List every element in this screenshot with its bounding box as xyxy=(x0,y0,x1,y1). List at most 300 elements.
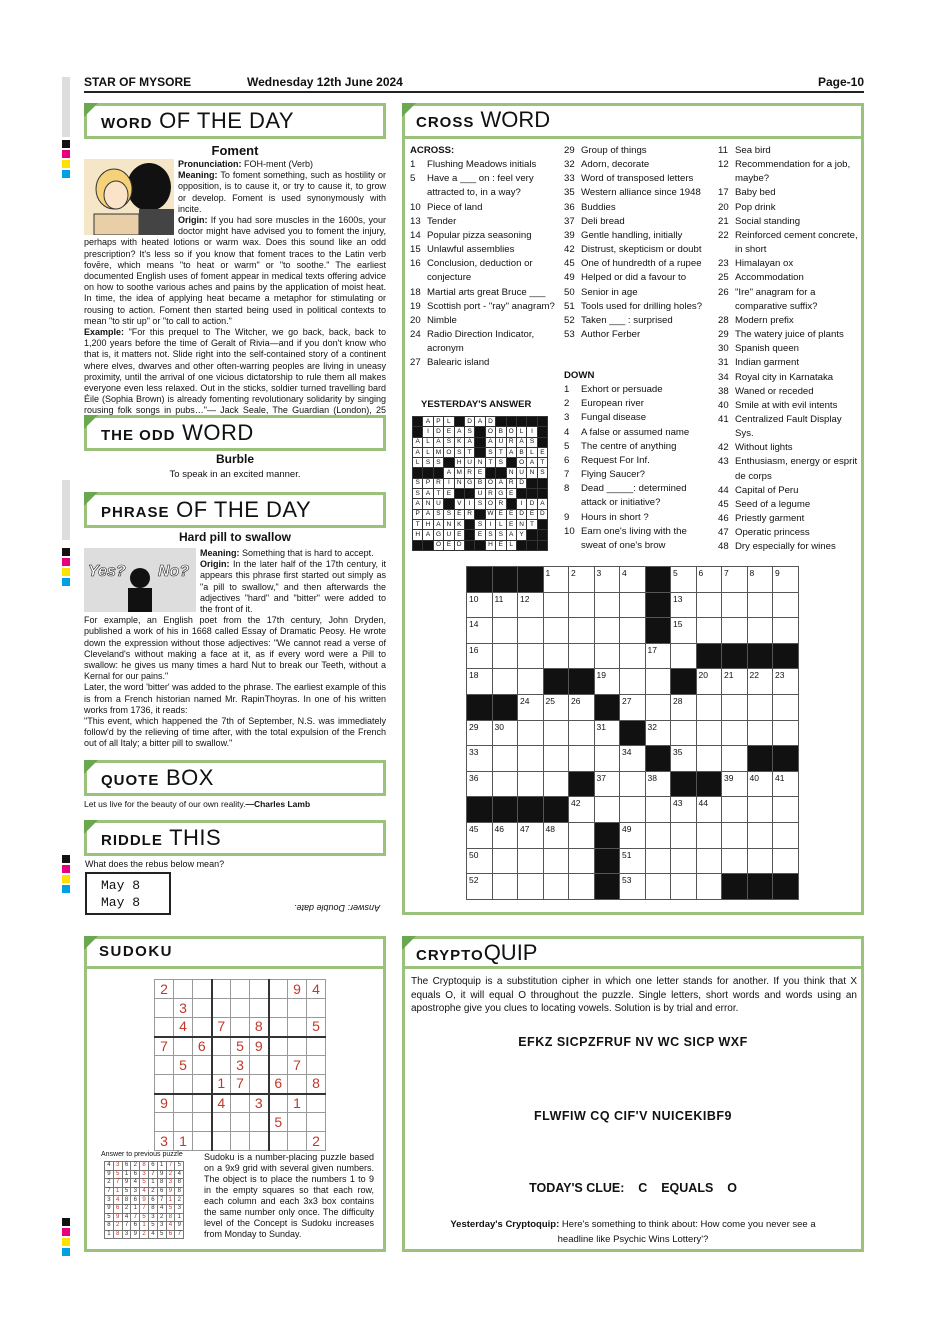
sudoku-cell[interactable]: 6 xyxy=(193,1037,212,1056)
crossword-cell[interactable] xyxy=(773,694,799,720)
answer-cell: I xyxy=(464,499,474,509)
crossword-cell[interactable] xyxy=(773,592,799,618)
crossword-cell[interactable] xyxy=(696,592,722,618)
answer-cell: T xyxy=(485,458,495,468)
previous-sudoku-title: Answer to previous puzzle xyxy=(101,1151,183,1158)
sudoku-cell[interactable]: 5 xyxy=(231,1037,250,1056)
black-square xyxy=(537,489,547,499)
crossword-cell[interactable]: 10 xyxy=(467,592,493,618)
previous-sudoku-cell: 1 xyxy=(105,1230,114,1239)
black-square xyxy=(620,720,646,746)
crossword-cell[interactable]: 33 xyxy=(467,746,493,772)
sudoku-grid xyxy=(154,979,326,1151)
crossword-cell[interactable]: 41 xyxy=(773,771,799,797)
crossword-cell[interactable]: 27 xyxy=(620,694,646,720)
answer-cell: U xyxy=(464,458,474,468)
sudoku-cell[interactable]: 4 xyxy=(212,1094,231,1113)
sudoku-cell[interactable] xyxy=(250,1075,269,1094)
sudoku-cell[interactable]: 3 xyxy=(174,999,193,1018)
previous-sudoku-cell: 2 xyxy=(105,1179,114,1188)
answer-cell: L xyxy=(496,519,506,529)
answer-cell: A xyxy=(423,530,433,540)
cryptoquip-line2: FLWFIW CQ CIF'V NUICEKIBF9 xyxy=(534,1109,732,1123)
crossword-cell[interactable] xyxy=(747,848,773,874)
clue-item: 7 Flying Saucer? xyxy=(564,469,645,481)
black-square xyxy=(722,643,748,669)
crossword-cell[interactable]: 49 xyxy=(620,822,646,848)
sudoku-cell[interactable]: 6 xyxy=(269,1075,288,1094)
answer-cell: S xyxy=(485,530,495,540)
registration-mark xyxy=(62,140,70,148)
crossword-cell[interactable] xyxy=(696,694,722,720)
sudoku-cell[interactable]: 7 xyxy=(231,1075,250,1094)
crossword-cell[interactable]: 43 xyxy=(671,797,697,823)
sudoku-cell[interactable] xyxy=(269,1132,288,1151)
crossword-cell[interactable] xyxy=(543,848,569,874)
clue-item: 5 Have a ___ on : feel very attracted to, in a way? xyxy=(410,173,534,199)
previous-sudoku-cell: 2 xyxy=(113,1222,122,1231)
sudoku-cell[interactable] xyxy=(250,980,269,999)
sudoku-cell[interactable] xyxy=(212,980,231,999)
sudoku-cell[interactable] xyxy=(212,1056,231,1075)
crossword-cell[interactable]: 44 xyxy=(696,797,722,823)
sudoku-cell[interactable]: 1 xyxy=(288,1094,307,1113)
sudoku-cell[interactable] xyxy=(174,1037,193,1056)
answer-cell: A xyxy=(423,509,433,519)
crossword-cell[interactable]: 19 xyxy=(594,669,620,695)
crossword-cell[interactable]: 23 xyxy=(773,669,799,695)
crossword-cell[interactable] xyxy=(645,694,671,720)
answer-cell: S xyxy=(444,509,454,519)
crossword-cell[interactable]: 11 xyxy=(492,592,518,618)
black-square xyxy=(543,797,569,823)
crossword-cell[interactable] xyxy=(747,822,773,848)
sudoku-cell[interactable] xyxy=(250,1056,269,1075)
crossword-cell[interactable] xyxy=(620,618,646,644)
crossword-cell[interactable] xyxy=(696,618,722,644)
sudoku-cell[interactable] xyxy=(307,1037,326,1056)
answer-cell: Y xyxy=(516,530,526,540)
crossword-cell[interactable] xyxy=(543,874,569,900)
crossword-cell[interactable]: 30 xyxy=(492,720,518,746)
crossword-cell[interactable]: 29 xyxy=(467,720,493,746)
crossword-cell[interactable] xyxy=(620,592,646,618)
sudoku-cell[interactable] xyxy=(269,1018,288,1037)
clue-item: 53 Author Ferber xyxy=(564,329,641,341)
black-square xyxy=(671,669,697,695)
crossword-cell[interactable]: 42 xyxy=(569,797,595,823)
sudoku-cell[interactable]: 1 xyxy=(174,1132,193,1151)
crossword-cell[interactable]: 15 xyxy=(671,618,697,644)
sudoku-cell[interactable] xyxy=(269,1056,288,1075)
sudoku-cell[interactable] xyxy=(231,980,250,999)
sudoku-cell[interactable] xyxy=(155,1018,174,1037)
crossword-cell[interactable]: 12 xyxy=(518,592,544,618)
sudoku-cell[interactable]: 3 xyxy=(250,1094,269,1113)
previous-sudoku-cell: 8 xyxy=(113,1230,122,1239)
sudoku-cell[interactable] xyxy=(212,1113,231,1132)
crossword-cell[interactable]: 32 xyxy=(645,720,671,746)
answer-cell: A xyxy=(527,458,537,468)
crossword-cell[interactable] xyxy=(722,720,748,746)
sudoku-cell[interactable] xyxy=(307,1094,326,1113)
crossword-cell[interactable]: 1 xyxy=(543,567,569,593)
black-square xyxy=(569,669,595,695)
crossword-cell[interactable]: 47 xyxy=(518,822,544,848)
crossword-cell[interactable] xyxy=(569,746,595,772)
word-of-day-body: Pronunciation: FOH-ment (Verb) Meaning: To foment something, such as hostility or opposition, is to cause it, or try to cause it, to grow or develop. Foment is used synonymously with incite. Origin: If you had sore muscles in the 1600s, your doctor might have advised you to foment the injury, perhaps with heated lotions or warm wax. Does this sound like an odd prescription? It's less so if you know that foment traces to the Latin verb fovēre, which means "to heat or warm" or "to soothe." The earliest documented English uses of foment appear in medical texts offering advice on how to soothe various aches and pains by the application of moist heat. In time, the idea of applying heat became a metaphor for stimulating or rousing to action. Foment then started being used in political contexts to mean "to stir up" or "to call to action." Example: "For this prequel to The Witcher, we go back, back, back to 1,200 years before the time of Geralt of Rivia—and if you don't know who that is, it matters not. Slide right into the self-contained story of a continent where elves, dwarves and other often-warring peoples are living in uneasy proximity, until the arrival of one vicious dictatorship to rule them all makes everyone even less relaxed. Out in the sticks, soldier turned travelling bard Éile (Sophia Brown) is already fomenting revolutionary solidarity by singing rousing folk songs in pubs…"— Jack Seale, The Guardian (London), 25 xyxy=(84,159,387,416)
sudoku-cell[interactable]: 5 xyxy=(174,1056,193,1075)
crossword-cell[interactable] xyxy=(518,771,544,797)
crossword-cell[interactable]: 53 xyxy=(620,874,646,900)
answer-cell: E xyxy=(444,427,454,437)
crossword-cell[interactable] xyxy=(671,643,697,669)
sudoku-cell[interactable]: 3 xyxy=(155,1132,174,1151)
sudoku-cell[interactable] xyxy=(269,999,288,1018)
sudoku-cell[interactable] xyxy=(288,1018,307,1037)
previous-sudoku-cell: 3 xyxy=(148,1213,157,1222)
sudoku-cell[interactable] xyxy=(193,1132,212,1151)
sudoku-cell[interactable] xyxy=(231,999,250,1018)
sudoku-cell[interactable] xyxy=(269,1094,288,1113)
crossword-cell[interactable] xyxy=(594,592,620,618)
crossword-cell[interactable]: 25 xyxy=(543,694,569,720)
sudoku-cell[interactable]: 7 xyxy=(288,1056,307,1075)
crossword-cell[interactable] xyxy=(722,797,748,823)
crossword-cell[interactable] xyxy=(671,822,697,848)
crossword-cell[interactable] xyxy=(722,822,748,848)
answer-cell: D xyxy=(527,499,537,509)
crossword-cell[interactable]: 39 xyxy=(722,771,748,797)
black-square xyxy=(423,540,433,550)
answer-cell: N xyxy=(506,468,516,478)
previous-sudoku-cell: 6 xyxy=(131,1196,140,1205)
previous-sudoku-cell: 4 xyxy=(157,1204,166,1213)
clue-item: 41 Centralized Fault Display Sys. xyxy=(718,413,842,440)
crossword-cell[interactable] xyxy=(773,720,799,746)
crossword-cell[interactable]: 4 xyxy=(620,567,646,593)
crossword-cell[interactable] xyxy=(645,822,671,848)
crossword-cell[interactable] xyxy=(569,822,595,848)
sudoku-cell[interactable] xyxy=(212,1037,231,1056)
black-square xyxy=(594,822,620,848)
crossword-cell[interactable] xyxy=(773,797,799,823)
answer-cell: I xyxy=(527,427,537,437)
cryptoquip-clue: TODAY'S CLUE: C EQUALS O xyxy=(529,1181,737,1195)
crossword-cell[interactable] xyxy=(492,618,518,644)
crossword-cell[interactable]: 8 xyxy=(747,567,773,593)
sudoku-cell[interactable]: 8 xyxy=(250,1018,269,1037)
crossword-cell[interactable]: 26 xyxy=(569,694,595,720)
crossword-cell[interactable]: 3 xyxy=(594,567,620,593)
sudoku-cell[interactable]: 1 xyxy=(212,1075,231,1094)
crossword-cell[interactable] xyxy=(518,618,544,644)
crossword-cell[interactable] xyxy=(518,643,544,669)
sudoku-cell[interactable]: 4 xyxy=(174,1018,193,1037)
sudoku-cell[interactable] xyxy=(250,1113,269,1132)
crossword-cell[interactable] xyxy=(518,720,544,746)
sudoku-cell[interactable] xyxy=(288,1075,307,1094)
sudoku-cell[interactable] xyxy=(193,1094,212,1113)
sudoku-cell[interactable] xyxy=(307,1113,326,1132)
sudoku-cell[interactable]: 2 xyxy=(307,1132,326,1151)
sudoku-cell[interactable] xyxy=(288,1113,307,1132)
word-of-day-title: Foment xyxy=(211,143,259,158)
sudoku-cell[interactable] xyxy=(231,1132,250,1151)
sudoku-cell[interactable] xyxy=(193,1056,212,1075)
crossword-cell[interactable] xyxy=(492,643,518,669)
sudoku-cell[interactable]: 7 xyxy=(212,1018,231,1037)
crossword-cell[interactable] xyxy=(518,746,544,772)
crossword-cell[interactable] xyxy=(492,874,518,900)
black-square xyxy=(527,530,537,540)
crossword-cell[interactable] xyxy=(543,643,569,669)
answer-cell: U xyxy=(433,499,443,509)
black-square xyxy=(492,567,518,593)
answer-cell: U xyxy=(516,468,526,478)
crossword-cell[interactable]: 17 xyxy=(645,643,671,669)
answer-cell: O xyxy=(485,427,495,437)
crossword-cell[interactable] xyxy=(569,720,595,746)
answer-cell: O xyxy=(485,478,495,488)
crossword-cell[interactable] xyxy=(492,848,518,874)
sudoku-cell[interactable] xyxy=(288,1132,307,1151)
answer-cell: N xyxy=(454,478,464,488)
crossword-cell[interactable] xyxy=(620,797,646,823)
sudoku-cell[interactable] xyxy=(269,980,288,999)
sudoku-cell[interactable]: 4 xyxy=(307,980,326,999)
crossword-cell[interactable] xyxy=(645,848,671,874)
crossword-cell[interactable] xyxy=(543,771,569,797)
black-square xyxy=(444,458,454,468)
sudoku-cell[interactable] xyxy=(174,980,193,999)
crossword-cell[interactable] xyxy=(594,746,620,772)
crossword-cell[interactable]: 35 xyxy=(671,746,697,772)
crossword-cell[interactable] xyxy=(696,848,722,874)
crossword-cell[interactable]: 34 xyxy=(620,746,646,772)
crossword-cell[interactable] xyxy=(696,720,722,746)
crossword-cell[interactable]: 37 xyxy=(594,771,620,797)
previous-sudoku-cell: 6 xyxy=(131,1170,140,1179)
black-square xyxy=(527,478,537,488)
sudoku-cell[interactable] xyxy=(250,1132,269,1151)
registration-mark xyxy=(62,548,70,556)
crossword-cell[interactable] xyxy=(645,669,671,695)
crossword-cell[interactable] xyxy=(747,694,773,720)
crossword-cell[interactable]: 20 xyxy=(696,669,722,695)
crossword-cell[interactable]: 45 xyxy=(467,822,493,848)
black-square xyxy=(696,643,722,669)
crossword-cell[interactable] xyxy=(722,848,748,874)
sudoku-cell[interactable]: 7 xyxy=(155,1037,174,1056)
sudoku-cell[interactable]: 5 xyxy=(307,1018,326,1037)
crossword-cell[interactable] xyxy=(594,797,620,823)
crossword-cell[interactable]: 52 xyxy=(467,874,493,900)
crossword-cell[interactable]: 48 xyxy=(543,822,569,848)
sudoku-cell[interactable] xyxy=(193,1113,212,1132)
sudoku-cell[interactable]: 8 xyxy=(307,1075,326,1094)
previous-sudoku-cell: 1 xyxy=(157,1162,166,1171)
black-square xyxy=(747,874,773,900)
crossword-cell[interactable]: 18 xyxy=(467,669,493,695)
crossword-cell[interactable] xyxy=(543,746,569,772)
sudoku-cell[interactable] xyxy=(307,1056,326,1075)
sudoku-cell[interactable] xyxy=(193,1018,212,1037)
crossword-cell[interactable] xyxy=(543,720,569,746)
black-square xyxy=(518,797,544,823)
crossword-cell[interactable] xyxy=(671,720,697,746)
sudoku-cell[interactable] xyxy=(269,1037,288,1056)
sudoku-cell[interactable] xyxy=(231,1094,250,1113)
crossword-cell[interactable]: 21 xyxy=(722,669,748,695)
sudoku-cell[interactable] xyxy=(231,1018,250,1037)
sudoku-cell[interactable] xyxy=(288,999,307,1018)
crossword-cell[interactable] xyxy=(543,592,569,618)
black-square xyxy=(464,489,474,499)
answer-cell: S xyxy=(454,447,464,457)
clue-item: 42 Distrust, skepticism or doubt xyxy=(564,244,702,256)
clue-heading: DOWN xyxy=(564,370,595,381)
previous-sudoku-cell: 1 xyxy=(113,1187,122,1196)
previous-sudoku-cell: 3 xyxy=(140,1170,149,1179)
crossword-cell[interactable]: 50 xyxy=(467,848,493,874)
previous-sudoku-cell: 6 xyxy=(122,1162,131,1171)
crossword-cell[interactable]: 24 xyxy=(518,694,544,720)
sudoku-cell[interactable] xyxy=(155,1075,174,1094)
crossword-cell[interactable] xyxy=(620,643,646,669)
clue-item: 3 Fungal disease xyxy=(564,412,647,424)
sudoku-cell[interactable] xyxy=(231,1113,250,1132)
crossword-cell[interactable]: 36 xyxy=(467,771,493,797)
sudoku-cell[interactable] xyxy=(174,1094,193,1113)
crossword-cell[interactable] xyxy=(722,694,748,720)
sudoku-cell[interactable] xyxy=(212,1132,231,1151)
sudoku-cell[interactable]: 3 xyxy=(231,1056,250,1075)
black-square xyxy=(475,540,485,550)
crossword-cell[interactable] xyxy=(569,592,595,618)
crossword-cell[interactable] xyxy=(645,874,671,900)
answer-cell: E xyxy=(496,509,506,519)
crossword-cell[interactable]: 38 xyxy=(645,771,671,797)
sudoku-cell[interactable] xyxy=(193,999,212,1018)
registration-mark xyxy=(62,1248,70,1256)
crossword-cell[interactable] xyxy=(569,618,595,644)
crossword-cell[interactable] xyxy=(569,874,595,900)
crossword-cell[interactable] xyxy=(747,720,773,746)
crossword-cell[interactable]: 46 xyxy=(492,822,518,848)
crossword-cell[interactable] xyxy=(569,848,595,874)
crossword-cell[interactable]: 6 xyxy=(696,567,722,593)
crossword-cell[interactable] xyxy=(696,822,722,848)
sudoku-cell[interactable] xyxy=(250,999,269,1018)
crossword-cell[interactable] xyxy=(773,848,799,874)
crossword-cell[interactable] xyxy=(671,848,697,874)
crossword-cell[interactable]: 2 xyxy=(569,567,595,593)
crossword-cell[interactable]: 51 xyxy=(620,848,646,874)
crossword-cell[interactable] xyxy=(594,618,620,644)
crossword-cell[interactable]: 13 xyxy=(671,592,697,618)
sudoku-cell[interactable] xyxy=(155,999,174,1018)
clue-item: 12 Recommendation for a job, maybe? xyxy=(718,159,851,185)
crossword-cell[interactable] xyxy=(773,822,799,848)
sudoku-cell[interactable] xyxy=(307,999,326,1018)
black-square xyxy=(671,771,697,797)
sudoku-cell[interactable] xyxy=(288,1037,307,1056)
answer-cell: U xyxy=(475,489,485,499)
crossword-cell[interactable] xyxy=(569,643,595,669)
crossword-cell[interactable] xyxy=(696,746,722,772)
crossword-cell[interactable] xyxy=(747,618,773,644)
crossword-cell[interactable]: 28 xyxy=(671,694,697,720)
crossword-cell[interactable] xyxy=(722,746,748,772)
previous-sudoku-cell: 5 xyxy=(166,1204,175,1213)
sudoku-cell[interactable] xyxy=(193,980,212,999)
sudoku-cell[interactable]: 5 xyxy=(269,1113,288,1132)
registration-mark xyxy=(62,170,70,178)
answer-cell: M xyxy=(433,447,443,457)
crossword-cell[interactable]: 14 xyxy=(467,618,493,644)
answer-cell: K xyxy=(454,519,464,529)
crossword-cell[interactable]: 31 xyxy=(594,720,620,746)
crossword-cell[interactable] xyxy=(645,797,671,823)
crossword-cell[interactable] xyxy=(492,669,518,695)
sudoku-cell[interactable] xyxy=(174,1075,193,1094)
crossword-cell[interactable]: 7 xyxy=(722,567,748,593)
sudoku-cell[interactable]: 9 xyxy=(288,980,307,999)
clue-item: 42 Without lights xyxy=(718,442,793,454)
sudoku-cell[interactable]: 9 xyxy=(155,1094,174,1113)
sudoku-cell[interactable]: 2 xyxy=(155,980,174,999)
sudoku-cell[interactable] xyxy=(193,1075,212,1094)
crossword-cell[interactable] xyxy=(492,771,518,797)
crossword-cell[interactable]: 9 xyxy=(773,567,799,593)
crossword-cell[interactable]: 5 xyxy=(671,567,697,593)
crossword-cell[interactable] xyxy=(722,592,748,618)
crossword-cell[interactable] xyxy=(671,874,697,900)
crossword-cell[interactable] xyxy=(620,669,646,695)
crossword-cell[interactable]: 16 xyxy=(467,643,493,669)
sudoku-cell[interactable] xyxy=(155,1056,174,1075)
sudoku-cell[interactable] xyxy=(212,999,231,1018)
black-square xyxy=(537,530,547,540)
crossword-cell[interactable] xyxy=(773,618,799,644)
crossword-cell[interactable] xyxy=(543,618,569,644)
crossword-cell[interactable] xyxy=(518,669,544,695)
crossword-cell[interactable] xyxy=(696,874,722,900)
clue-item: 50 Senior in age xyxy=(564,286,638,298)
crossword-cell[interactable] xyxy=(722,618,748,644)
clue-item: 44 Capital of Peru xyxy=(718,484,799,496)
sudoku-cell[interactable]: 9 xyxy=(250,1037,269,1056)
black-square xyxy=(506,458,516,468)
crossword-cell[interactable]: 40 xyxy=(747,771,773,797)
previous-sudoku-cell: 3 xyxy=(166,1179,175,1188)
answer-cell: A xyxy=(413,499,423,509)
crossword-cell[interactable] xyxy=(747,797,773,823)
black-square xyxy=(527,540,537,550)
crossword-cell[interactable] xyxy=(594,643,620,669)
crossword-cell[interactable] xyxy=(492,746,518,772)
crossword-cell[interactable] xyxy=(620,771,646,797)
answer-cell: E xyxy=(506,519,516,529)
crossword-cell[interactable] xyxy=(518,874,544,900)
crossword-cell[interactable] xyxy=(747,592,773,618)
sudoku-cell[interactable] xyxy=(155,1113,174,1132)
sudoku-cell[interactable] xyxy=(174,1113,193,1132)
crossword-cell[interactable]: 22 xyxy=(747,669,773,695)
crossword-cell[interactable] xyxy=(518,848,544,874)
black-square xyxy=(518,567,544,593)
